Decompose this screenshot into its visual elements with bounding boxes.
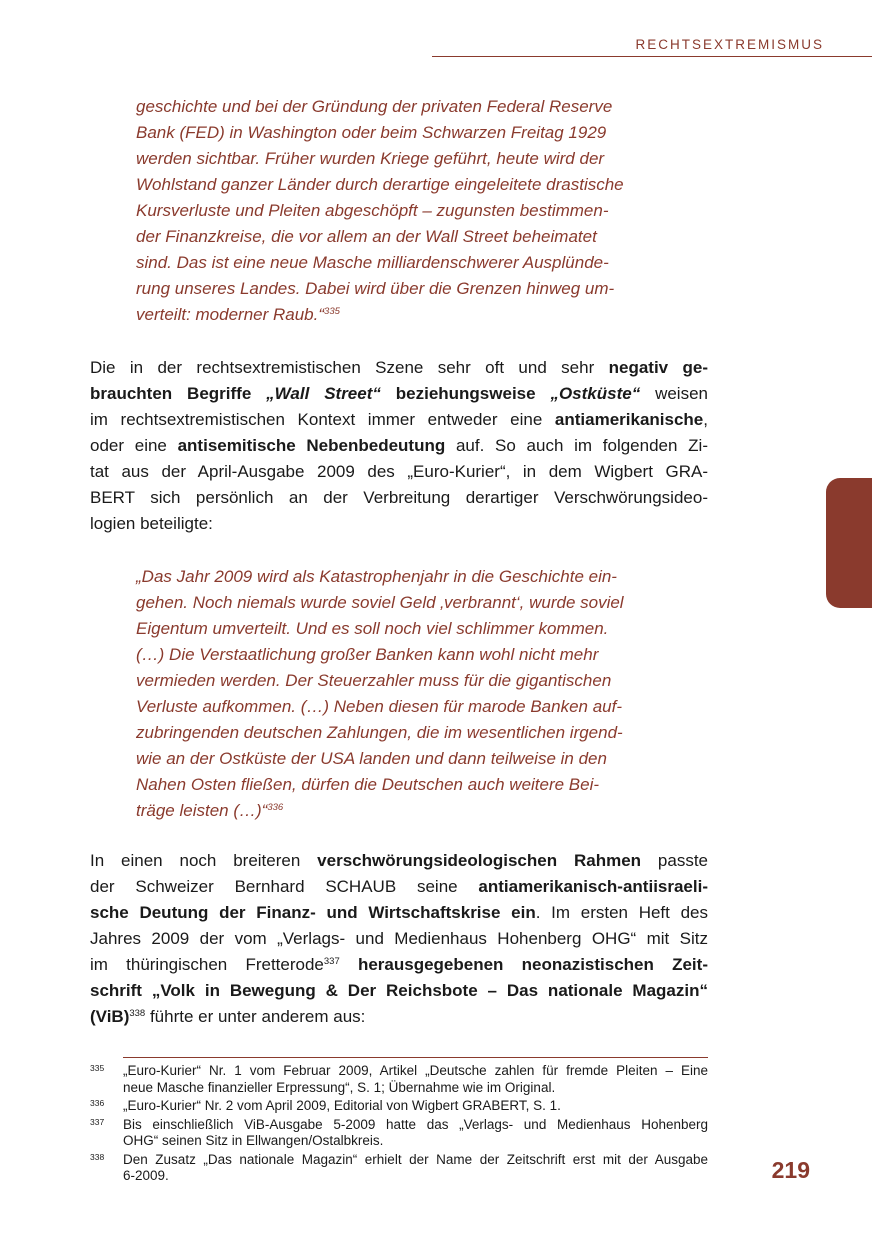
- quote-line: rung unseres Landes. Dabei wird über die Grenzen hinweg um-: [136, 279, 615, 298]
- text-run: ,: [703, 410, 708, 429]
- footnote-line: „Euro-Kurier“ Nr. 2 vom April 2009, Editorial von Wigbert GRABERT, S. 1.: [123, 1098, 561, 1113]
- footnote-338: [90, 1152, 708, 1185]
- bold-run: sche Deutung der Finanz- und Wirtschaftskrise ein: [90, 903, 536, 922]
- footnote-335: [90, 1063, 708, 1096]
- quote-line: (…) Die Verstaatlichung großer Banken kann wohl nicht mehr: [136, 645, 599, 664]
- bold-run: negativ ge-: [608, 358, 708, 377]
- bold-run: antisemitische Nebenbedeutung: [177, 436, 446, 455]
- quote-line: vermieden werden. Der Steuerzahler muss für die gigantischen: [136, 671, 612, 690]
- paragraph-line: [90, 433, 708, 459]
- text-run: Die in der rechtsextremistischen Szene sehr oft und sehr: [90, 358, 609, 377]
- bold-run: verschwörungsideologischen Rahmen: [317, 851, 642, 870]
- footnote-ref-337: 337: [323, 956, 340, 967]
- quote-line: geschichte und bei der Gründung der privaten Federal Reserve: [136, 97, 613, 116]
- quote-line: [136, 798, 660, 824]
- quote-line: Kursverluste und Pleiten abgeschöpft – zugunsten bestimmen-: [136, 201, 609, 220]
- bold-run: herausgegebenen neonazistischen Zeit-: [339, 955, 708, 974]
- footnote-rule: [123, 1057, 708, 1058]
- text-run: . Im ersten Heft des: [535, 903, 708, 922]
- quote-line: Eigentum umverteilt. Und es soll noch viel schlimmer kommen.: [136, 619, 609, 638]
- paragraph-line: [90, 1004, 708, 1030]
- paragraph-line: [90, 874, 708, 900]
- paragraph-line: logien beteiligte:: [90, 514, 213, 533]
- block-quote-2: [136, 564, 660, 824]
- text-run: auf. So auch im folgenden Zi-: [445, 436, 708, 455]
- paragraph-line: [90, 978, 708, 1004]
- footnote-line: 6-2009.: [123, 1168, 169, 1183]
- paragraph-line: [90, 952, 708, 978]
- text-run: oder eine: [90, 436, 178, 455]
- block-quote-1: [136, 94, 660, 328]
- footnote-number: 337: [90, 1116, 105, 1127]
- bold-run: antiamerikanische: [554, 410, 704, 429]
- running-header: RECHTSEXTREMISMUS: [635, 37, 824, 52]
- bold-run: schrift „Volk in Bewegung & Der Reichsbote – Das nationale Magazin“: [90, 981, 708, 1000]
- paragraph-1: [90, 355, 708, 537]
- bold-run: brauchten Begriffe: [90, 384, 267, 403]
- footnote-line: „Euro-Kurier“ Nr. 1 vom Februar 2009, Artikel „Deutsche zahlen für fremde Pleiten – Eine: [123, 1063, 708, 1078]
- paragraph-line: [90, 407, 708, 433]
- quote-line: Bank (FED) in Washington oder beim Schwarzen Freitag 1929: [136, 123, 607, 142]
- footnote-336: [90, 1098, 708, 1115]
- footnote-ref-338: 338: [129, 1008, 146, 1019]
- quote-line: der Finanzkreise, die vor allem an der Wall Street beheimatet: [136, 227, 597, 246]
- text-run: passte: [641, 851, 708, 870]
- footnote-number: 338: [90, 1151, 105, 1162]
- text-run: In einen noch breiteren: [90, 851, 318, 870]
- quote-line: [136, 302, 660, 328]
- chapter-tab-marker: [826, 478, 872, 608]
- footnote-number: 336: [90, 1098, 105, 1108]
- quote-line: Verluste aufkommen. (…) Neben diesen für marode Banken auf-: [136, 697, 623, 716]
- text-run: der Schweizer Bernhard SCHAUB seine: [90, 877, 479, 896]
- paragraph-line: [90, 381, 708, 407]
- bold-run: (ViB): [90, 1007, 130, 1026]
- footnote-337: [90, 1117, 708, 1150]
- paragraph-line: BERT sich persönlich an der Verbreitung derartiger Verschwörungsideo-: [90, 488, 708, 507]
- quote-line: sind. Das ist eine neue Masche milliardenschwerer Ausplünde-: [136, 253, 609, 272]
- page-number: 219: [771, 1157, 810, 1183]
- bold-run: antiamerikanisch-antiisraeli-: [478, 877, 708, 896]
- bold-italic-run: „Wall Street“: [266, 384, 381, 403]
- paragraph-line: Jahres 2009 der vom „Verlags- und Medienhaus Hohenberg OHG“ mit Sitz: [90, 929, 708, 948]
- footnote-line: neue Masche finanzieller Erpressung“, S. 1; Übernahme wie im Original.: [123, 1079, 556, 1095]
- paragraph-line: [90, 848, 708, 874]
- quote-text: träge leisten (…)“: [136, 801, 268, 820]
- quote-line: werden sichtbar. Früher wurden Kriege geführt, heute wird der: [136, 149, 605, 168]
- text-run: im thüringischen Fretterode: [90, 955, 324, 974]
- footnote-line: Bis einschließlich ViB-Ausgabe 5-2009 hatte das „Verlags- und Medienhaus Hohenberg: [123, 1116, 708, 1132]
- footnote-number: 335: [90, 1063, 105, 1073]
- footnote-line: OHG“ seinen Sitz in Ellwangen/Ostalbkreis.: [123, 1133, 384, 1148]
- quote-line: zubringenden deutschen Zahlungen, die im wesentlichen irgend-: [136, 723, 623, 742]
- quote-line: „Das Jahr 2009 wird als Katastrophenjahr in die Geschichte ein-: [136, 567, 617, 586]
- quote-line: Wohlstand ganzer Länder durch derartige eingeleitete drastische: [136, 175, 624, 194]
- text-run: weisen: [640, 384, 708, 403]
- quote-text: verteilt: moderner Raub.“: [136, 305, 325, 324]
- bold-italic-run: „Ostküste“: [550, 384, 641, 403]
- paragraph-2: [90, 848, 708, 1030]
- paragraph-line: [90, 355, 708, 381]
- quote-line: gehen. Noch niemals wurde soviel Geld ‚verbrannt‘, wurde soviel: [136, 593, 624, 612]
- footnote-ref-335: 335: [324, 306, 340, 317]
- bold-run: beziehungsweise: [380, 384, 551, 403]
- footnotes: [90, 1063, 708, 1185]
- paragraph-line: [90, 900, 708, 926]
- quote-line: wie an der Ostküste der USA landen und dann teilweise in den: [136, 749, 607, 768]
- header-rule: [432, 56, 872, 57]
- footnote-ref-336: 336: [267, 802, 284, 813]
- paragraph-line: tat aus der April-Ausgabe 2009 des „Euro-Kurier“, in dem Wigbert GRA-: [90, 462, 708, 481]
- text-run: im rechtsextremistischen Kontext immer entweder eine: [90, 410, 555, 429]
- quote-line: Nahen Osten fließen, dürfen die Deutschen auch weitere Bei-: [136, 775, 600, 794]
- text-run: führte er unter anderem aus:: [145, 1007, 366, 1026]
- footnote-line: Den Zusatz „Das nationale Magazin“ erhielt der Name der Zeitschrift erst mit der Ausgabe: [123, 1151, 708, 1167]
